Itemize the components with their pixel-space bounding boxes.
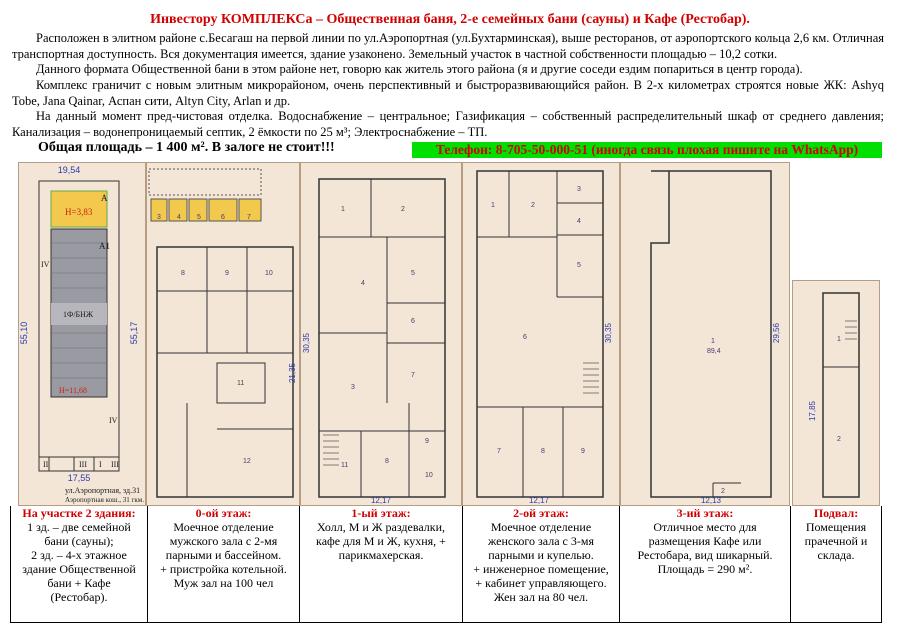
basement-room-2: 2 (837, 436, 841, 443)
floor1-room-5: 5 (411, 270, 415, 277)
floor0-room-11: 11 (237, 380, 245, 387)
site-address-1: ул.Аэропортная, зд.31 (65, 486, 141, 495)
floor1-dim-width: 12,17 (370, 496, 392, 505)
phone-banner: Телефон: 8-705-50-000-51 (иногда связь плохая пишите на WhatsApp) (412, 142, 882, 158)
caption-floor-3-line: размещения Кафе или (648, 534, 762, 548)
caption-floor-2-heading: 2-ой этаж: (513, 506, 569, 520)
caption-site-line: бани (сауны); (44, 534, 114, 548)
total-area-label: Общая площадь – 1 400 м². В залоге не стоит!!! (38, 140, 335, 155)
floor0-dim: 21,35 (288, 362, 297, 384)
description-paragraph-2: Данного формата Общественной бани в этом районе нет, говорю как житель этого района (я и другие соседи ездим попариться в центр города). (36, 62, 803, 76)
caption-floor-0-line: мужского зала с 2-мя (169, 534, 278, 548)
site-roman-3: III (79, 460, 87, 469)
floor0-room-4: 4 (177, 214, 181, 221)
site-dim-right: 55,17 (129, 321, 139, 345)
site-roman-4: I (99, 460, 102, 469)
floor1-room-10: 10 (425, 472, 433, 479)
floor3-dim-height: 29,56 (772, 322, 781, 344)
site-label-a: А (101, 193, 108, 203)
floor3-dim-width: 12,13 (700, 496, 722, 505)
floor1-room-1: 1 (341, 206, 345, 213)
caption-site-line: здание Общественной (22, 562, 136, 576)
caption-floor-1-line: кафе для М и Ж, кухня, + (316, 534, 446, 548)
site-roman-6: III (111, 460, 119, 469)
floor1-room-8: 8 (385, 458, 389, 465)
floor0-room-8: 8 (181, 270, 185, 277)
caption-floor-1-heading: 1-ый этаж: (351, 506, 411, 520)
site-dim-top: 19,54 (57, 165, 81, 175)
basement-room-1: 1 (837, 336, 841, 343)
floor0-room-10: 10 (265, 270, 273, 277)
caption-basement-line: прачечной и (804, 534, 868, 548)
floor1-room-3: 3 (351, 384, 355, 391)
caption-site-line: бани + Кафе (47, 576, 111, 590)
floor2-room-2: 2 (531, 202, 535, 209)
caption-floor-1-line: Холл, М и Ж раздевалки, (316, 520, 446, 534)
site-building-label: 1Ф/БНЖ (63, 310, 94, 319)
caption-floor-3-heading: 3-ий этаж: (676, 506, 734, 520)
caption-floor-0 (147, 506, 300, 623)
floor2-room-4: 4 (577, 218, 581, 225)
caption-floor-0-line: парными и бассейном. (165, 548, 282, 562)
floor1-room-11: 11 (341, 462, 349, 469)
caption-floor-2 (462, 506, 620, 623)
caption-floor-0-line: + пристройка котельной. (160, 562, 287, 576)
caption-basement-line: склада. (817, 548, 855, 562)
caption-floor-0-line: Моечное отделение (173, 520, 274, 534)
floor-0-plan (146, 162, 300, 506)
caption-floor-3 (619, 506, 791, 623)
basement-dim-height: 17,85 (808, 400, 817, 422)
caption-floor-2-line: + инженерное помещение, (473, 562, 609, 576)
floor1-room-7: 7 (411, 372, 415, 379)
floor-1-plan (300, 162, 462, 506)
page-title: Инвестору КОМПЛЕКСа – Общественная баня, 2-е семейных бани (сауны) и Кафе (Рестобар). (150, 12, 750, 27)
floor-3-plan (620, 162, 790, 506)
caption-floor-3-line: Отличное место для (653, 520, 757, 534)
site-roman-1: IV (41, 260, 50, 269)
floor0-room-7: 7 (247, 214, 251, 221)
floor0-room-9: 9 (225, 270, 229, 277)
caption-site-line: 2 зд. – 4-х этажное (31, 548, 127, 562)
floor2-dim-height: 30,35 (604, 322, 613, 344)
site-roman-5: IV (109, 416, 118, 425)
floor2-room-3: 3 (577, 186, 581, 193)
caption-floor-0-heading: 0-ой этаж: (195, 506, 252, 520)
description-paragraph-4: На данный момент пред-чистовая отделка. Водоснабжение – центральное; Газификация – собственный распределительный шкаф от среднего давления; Канализация – водонепроницаемый септик, 2 ёмкости по 25 м³; Электроснабжение – ТП. (12, 109, 884, 139)
floor3-room-2: 2 (721, 488, 725, 495)
floor3-room-1: 1 (711, 338, 715, 345)
caption-basement-line: Помещения (805, 520, 867, 534)
site-label-a1: А1 (99, 241, 110, 251)
floor2-room-7: 7 (497, 448, 501, 455)
site-dim-left: 55,10 (19, 321, 29, 345)
basement-plan (792, 280, 880, 506)
floor1-room-6: 6 (411, 318, 415, 325)
floor0-room-6: 6 (221, 214, 225, 221)
site-roman-2: II (43, 460, 49, 469)
floor2-room-5: 5 (577, 262, 581, 269)
site-height-top: Н=3,83 (65, 207, 93, 217)
site-height-bottom: Н=11,68 (59, 386, 87, 395)
caption-floor-0-line: Муж зал на 100 чел (173, 576, 274, 590)
caption-site-heading: На участке 2 здания: (22, 506, 136, 520)
caption-basement (790, 506, 882, 623)
floor2-room-6: 6 (523, 334, 527, 341)
site-address-2: Аэропортная кош., 31 гкм. (65, 496, 144, 504)
caption-floor-2-line: + кабинет управляющего. (475, 576, 607, 590)
floor-2-plan (462, 162, 620, 506)
floor1-room-9: 9 (425, 438, 429, 445)
caption-floor-2-line: Моечное отделение (490, 520, 592, 534)
caption-floor-2-line: парными и купелью. (488, 548, 594, 562)
caption-site-line: (Рестобар). (50, 590, 108, 604)
floor1-dim-height: 30,35 (302, 332, 311, 354)
caption-floor-2-line: женского зала с 3-мя (488, 534, 594, 548)
floor0-room-5: 5 (197, 214, 201, 221)
floor3-area: 89,4 (707, 348, 721, 355)
description-paragraph-3: Комплекс граничит с новым элитным микрорайоном, очень перспективный и быстроразвивающийся район. В 2-х километрах строятся новые ЖК: Ashyq Tobe, Jana Qainar, Аспан сити, Altyn City, Arlan и др. (12, 78, 884, 108)
caption-floor-3-line: Рестобара, вид шикарный. (637, 548, 773, 562)
caption-floor-3-line: Площадь = 290 м². (657, 562, 753, 576)
floor0-room-12: 12 (243, 458, 251, 465)
caption-floor-1-line: парикмахерская. (338, 548, 424, 562)
caption-floor-2-line: Жен зал на 80 чел. (493, 590, 589, 604)
caption-floor-1 (299, 506, 463, 623)
description-paragraph-1: Расположен в элитном районе с.Бесагаш на первой линии по ул.Аэропортная (ул.Бухтарминская), выше ресторанов, от аэропортского кольца 2,6 км. Отличная транспортная доступность. Вся документация имеется, здание узаконено. Земельный участок в частной собственности площадью – 10,2 сотки. (12, 31, 884, 61)
caption-basement-heading: Подвал: (813, 506, 859, 520)
floor2-room-9: 9 (581, 448, 585, 455)
caption-site-line: 1 зд. – две семейной (27, 520, 131, 534)
floor1-room-4: 4 (361, 280, 365, 287)
floor2-room-8: 8 (541, 448, 545, 455)
site-dim-bottom: 17,55 (67, 473, 91, 483)
floor0-room-3: 3 (157, 214, 161, 221)
site-plan (18, 162, 146, 506)
floor2-room-1: 1 (491, 202, 495, 209)
caption-site (10, 506, 148, 623)
floor1-room-2: 2 (401, 206, 405, 213)
floor2-dim-width: 12,17 (528, 496, 550, 505)
